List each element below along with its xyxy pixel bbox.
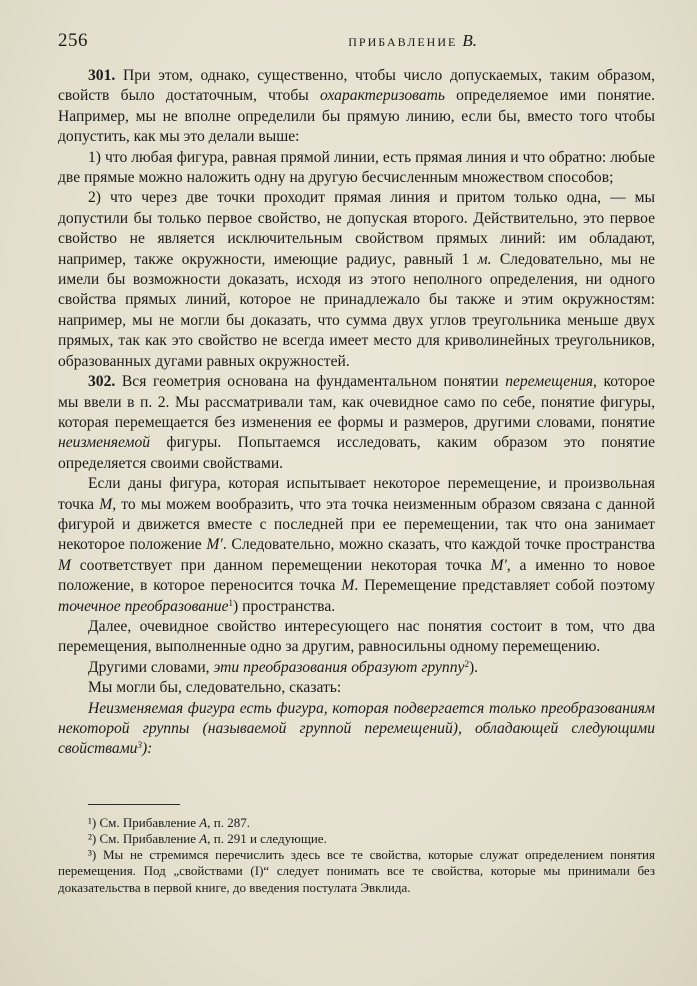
text-span: ):	[141, 740, 153, 758]
text-span: , то мы можем вообразить, что эта точка неизменным образом связана с данной фигурой и движется вместе с последней при ее перемещении, так что она занимает некоторое положение	[58, 495, 655, 554]
math-symbol: M′	[490, 556, 507, 574]
text-span: , п. 287.	[207, 814, 250, 830]
text-span: Следовательно, мы не имели бы возможности доказать, исходя из этого неполного определения, ни одного свойства прямых линий, которое не принадлежало бы также и этим окружностям: например, мы не могли бы доказать, что сумма двух углов треугольника меньше двух прямых, так как это свойство не всегда имеет место для криволинейных треугольников, образованных дугами равных окружностей.	[58, 250, 656, 370]
text-span: , п. 291 и следующие.	[207, 831, 327, 847]
footnote-3	[58, 847, 655, 896]
paragraph-property: Далее, очевидное свойство интересующего нас понятия состоит в том, что два перемещения, выполненные одно за другим, равносильны одному перемещению.	[58, 617, 655, 656]
text-span: Мы не стремимся перечислить здесь все те свойства, которые служат определением понятия перемещения. Под „свойствами (I)“ следует понимать все те свойства, которые мы принимали без доказательства в первой книге, до введения постулата Эвклида.	[58, 847, 655, 895]
text-span: . Перемещение представляет собой поэтому	[354, 577, 655, 595]
emphasis: А	[199, 814, 208, 830]
emphasis: м.	[477, 250, 492, 268]
paragraph-301	[58, 66, 655, 148]
emphasis: неизменяемой	[58, 434, 151, 452]
paragraph-displacement	[58, 474, 655, 617]
body-text	[58, 66, 655, 760]
list-item-2	[58, 188, 655, 372]
math-symbol: M′	[206, 536, 223, 554]
text-span: фигуры. Попытаемся исследовать, каким образом это понятие определяется своими свойствами.	[58, 434, 655, 472]
text-span: Неизменяемая фигура есть фигура, которая подвергается только преобразованиям некоторой группы (называемой группой перемещений), обладающей следующими свойствами	[58, 699, 655, 758]
paragraph-302	[58, 372, 655, 474]
footnote-2	[58, 831, 655, 847]
text-span: , которое мы ввели в п. 2. Мы рассматривали там, как очевидное само по себе, понятие фигуры, которая перемещается без изменения ее формы и размеров, другими словами, понятие	[58, 373, 655, 431]
page-number: 256	[58, 30, 88, 51]
footnote-mark: ³)	[88, 847, 97, 863]
running-title-letter: В.	[462, 31, 477, 50]
paragraph-say: Мы могли бы, следовательно, сказать:	[88, 679, 342, 697]
text-span: Другими словами,	[88, 658, 214, 676]
running-title	[348, 31, 477, 51]
footnote-mark: ²)	[88, 831, 97, 847]
footnote-divider	[88, 804, 180, 805]
paragraph-group	[58, 658, 655, 678]
emphasis: перемещения	[505, 373, 593, 391]
text-span: ) пространства.	[233, 597, 336, 615]
footnote-ref-2[interactable]: 2	[464, 658, 469, 669]
running-head	[58, 30, 655, 52]
running-title-text: ПРИБАВЛЕНИЕ	[348, 35, 458, 49]
text-span: Вся геометрия основана на фундаментальном понятии	[121, 373, 506, 391]
text-span: При этом, однако, существенно, чтобы число допускаемых, таким образом, свойств было достаточным, чтобы	[58, 67, 655, 105]
emphasis: охарактеризовать	[319, 87, 445, 105]
section-number-302: 302.	[88, 373, 116, 391]
section-number-301: 301.	[88, 67, 116, 84]
math-symbol: M	[341, 577, 355, 595]
text-span: ).	[468, 658, 479, 676]
text-span: определяемое ими понятие. Например, мы не вполне определили бы прямую линию, если бы, вместо того чтобы допустить, как мы это делали выше:	[58, 87, 655, 146]
footnote-ref-1[interactable]: 1	[228, 597, 234, 608]
text-span: 2) что через две точки проходит прямая линия и притом только одна, — мы допустили бы только первое свойство, не допуская второго. Действительно, это первое свойство не является исключительным свойством прямых линий: им обладают, например, также окружности, имеющие радиус, равный 1	[58, 189, 655, 268]
emphasis: эти преобразования образуют группу	[213, 658, 465, 676]
text-span: , а именно то новое положение, в которое переносится точка	[58, 556, 655, 595]
text-span: соответствует при данном перемещении некоторая точка	[71, 556, 491, 574]
list-item-1: 1) что любая фигура, равная прямой линии, есть прямая линия и что обратно: любые две прямые можно наложить одну на другую бесчисленным множеством способов;	[58, 148, 655, 187]
text-span: Если даны фигура, которая испытывает некоторое перемещение, и произвольная точка	[58, 475, 655, 513]
emphasis: точечное преобразование	[58, 597, 229, 615]
footnote-ref-3[interactable]: 3	[137, 740, 142, 751]
footnote-1	[58, 815, 655, 831]
paragraph-definition	[58, 699, 655, 760]
text-span: . Следовательно, можно сказать, что каждой точке пространства	[222, 536, 655, 554]
footnotes	[58, 815, 655, 896]
text-span: См. Прибавление	[96, 831, 200, 847]
footnote-mark: ¹)	[88, 814, 97, 830]
math-symbol: M	[99, 495, 113, 513]
text-span: См. Прибавление	[96, 814, 200, 830]
emphasis: А	[199, 831, 208, 847]
math-symbol: M	[58, 556, 71, 574]
